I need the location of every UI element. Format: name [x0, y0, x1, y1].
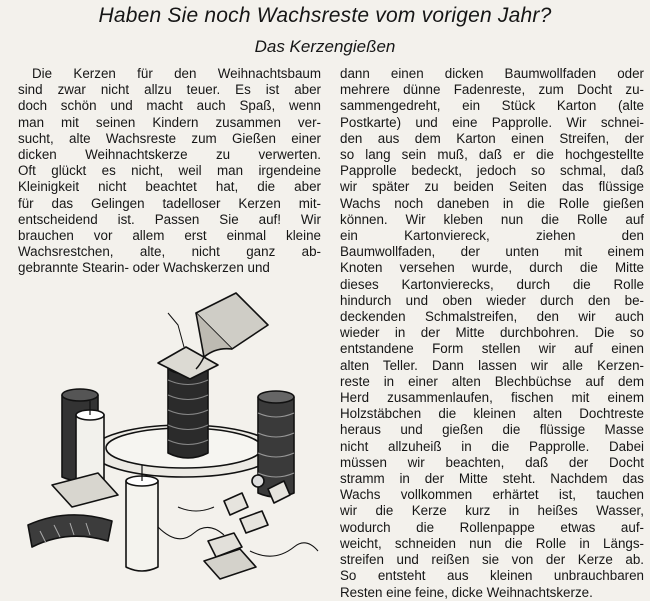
- text-line: dann einen dicken Baumwollfaden oder: [340, 66, 644, 81]
- text-line: nicht allzuheiß in die Papprolle. Dabei: [340, 438, 644, 454]
- text-line: müssen wir beachten, daß der Docht: [340, 454, 644, 470]
- text-line: Wachs vollkommen erhärtet ist, tauchen: [340, 487, 644, 503]
- article-subtitle: Das Kerzengießen: [254, 37, 396, 56]
- text-line: Oft glückt es nicht, weil man irgendeine: [18, 163, 321, 179]
- text-line: Knoten versehen wurde, durch die Mitte: [340, 260, 644, 276]
- text-line: wieder in der Mitte durchbohren. Die so: [340, 325, 644, 341]
- text-line: reste in einer alten Blechbüchse auf dem: [340, 373, 644, 389]
- text-line: Papprolle bedeckt, jedoch so schmal, daß: [340, 163, 644, 179]
- text-line: Postkarte) und eine Papprolle. Wir schnei-: [340, 114, 644, 130]
- text-line: gebrannte Stearin- oder Wachskerzen und: [18, 260, 270, 276]
- text-line: Kleinigkeit nicht beachtet hat, die aber: [18, 179, 321, 195]
- text-line: Wachs noch daneben in die Rolle gießen: [340, 195, 644, 211]
- article-title: Haben Sie noch Wachsreste vom vorigen Jahr?: [98, 4, 552, 27]
- text-line: doch schön und macht auch Spaß, wenn: [18, 98, 321, 114]
- text-line: weicht, schneiden nun die Rolle in Längs-: [340, 535, 644, 551]
- text-line: deckenden Schmalstreifen, den wir auch: [340, 309, 644, 325]
- text-line: wodurch die Rollenpappe etwas auf-: [340, 519, 644, 535]
- right-column: [340, 66, 644, 601]
- text-line: Die Kerzen für den Weihnachtsbaum: [32, 66, 321, 81]
- text-line: Resten eine feine, dicke Weihnachtskerze.: [340, 584, 593, 600]
- text-line: Holzstäbchen die kleinen alten Dochtreste: [340, 406, 644, 422]
- text-line: So entsteht aus kleinen unbrauchbaren: [340, 568, 644, 584]
- text-line: wir später zu beiden Seiten das flüssige: [340, 179, 644, 195]
- left-column: [18, 66, 321, 277]
- text-line: Herd zusammenlaufen, fischen mit einem: [340, 390, 644, 406]
- text-line: mehrere dünne Fadenreste, zum Docht zu-: [340, 82, 644, 98]
- text-line: sucht, alte Wachsreste zum Gießen einer: [18, 130, 321, 146]
- text-line: alten Teller. Dann lassen wir alle Kerzen-: [340, 357, 644, 373]
- text-line: dicken Weihnachtskerze zu verwerten.: [18, 147, 321, 163]
- text-line: heraus und gießen die flüssige Masse: [340, 422, 644, 438]
- text-line: streifen und reißen sie von der Kerze ab.: [340, 552, 644, 568]
- text-line: stramm in der Mitte steht. Nachdem das: [340, 471, 644, 487]
- text-line: für das Gelingen tadelloser Kerzen mit-: [18, 195, 321, 211]
- text-line: ein Kartonviereck, ziehen den: [340, 228, 644, 244]
- text-line: Wachsrestchen, alte, nicht ganz ab-: [18, 244, 321, 260]
- text-line: wir die Kerze kurz in heißes Wasser,: [340, 503, 644, 519]
- text-line: hindurch und oben wieder durch den be-: [340, 292, 644, 308]
- text-line: Baumwollfaden, der unten mit einem: [340, 244, 644, 260]
- text-line: man mit seinen Kindern zusammen ver-: [18, 114, 321, 130]
- text-line: entscheidend ist. Passen Sie auf! Wir: [18, 211, 321, 227]
- text-line: den aus dem Karton einen Streifen, der: [340, 130, 644, 146]
- text-line: brauchen vor allem erst einmal kleine: [18, 228, 321, 244]
- text-line: sammengedreht, ein Stück Karton (alte: [340, 98, 644, 114]
- text-line: können. Wir kleben nun die Rolle auf: [340, 211, 644, 227]
- text-line: sind zwar nicht allzu teuer. Es ist aber: [18, 82, 321, 98]
- text-line: so lang sein muß, daß er die hochgestellte: [340, 147, 644, 163]
- candle-making-illustration-icon: [18, 285, 322, 585]
- text-line: dieses Kartonvierecks, durch die Rolle: [340, 276, 644, 292]
- text-line: entstandene Form stellen wir auf einen: [340, 341, 644, 357]
